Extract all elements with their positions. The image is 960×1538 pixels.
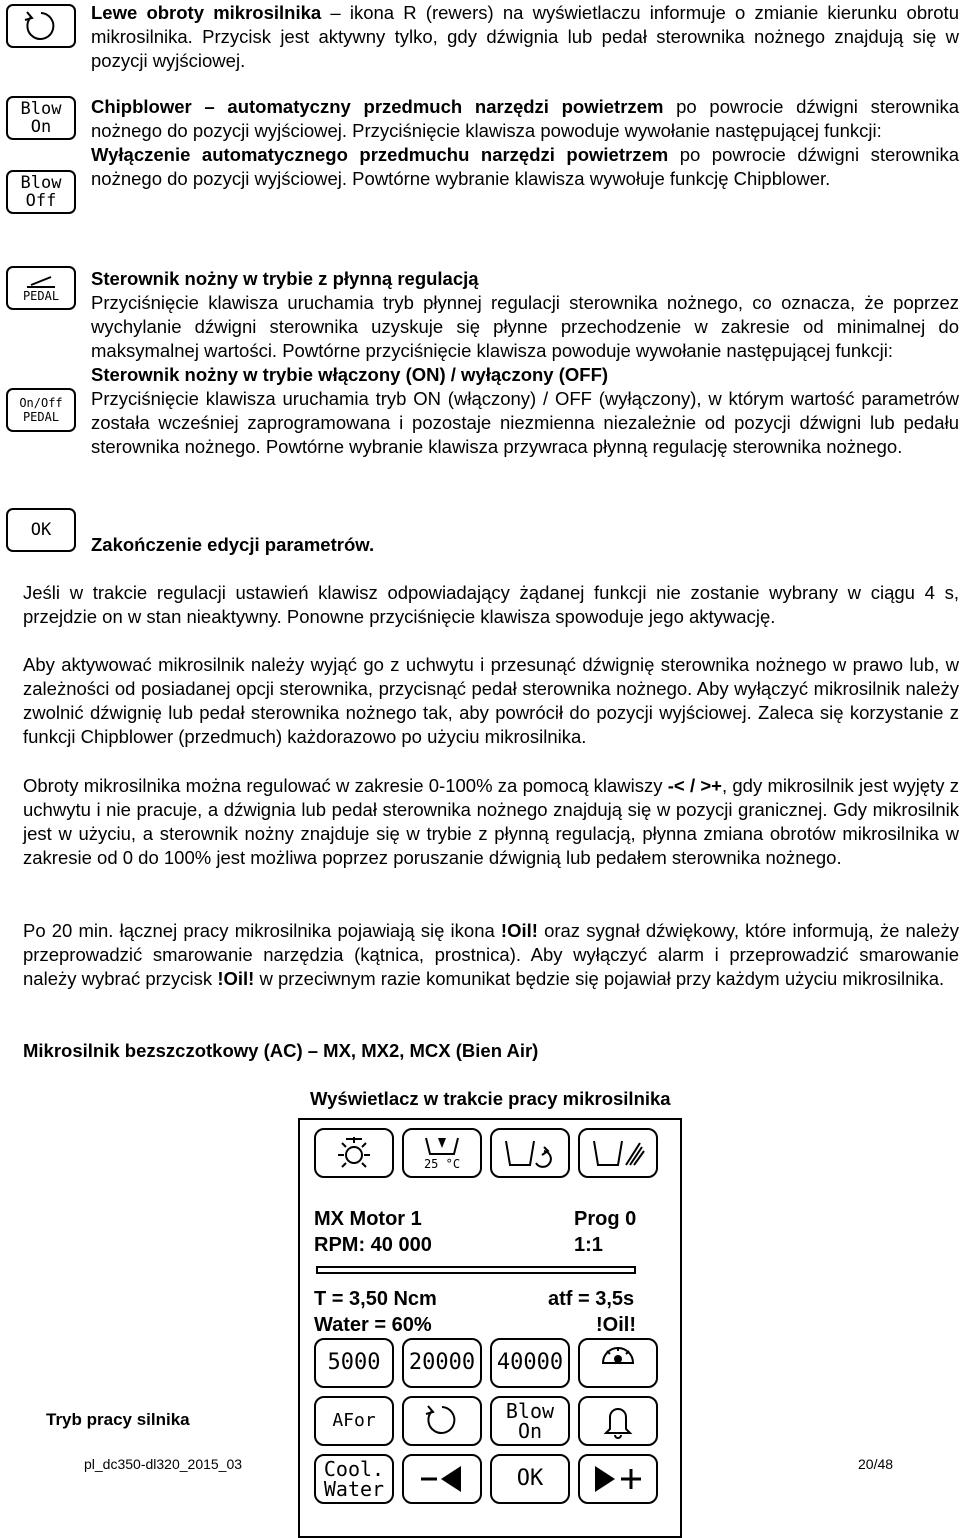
preset-20000-label: 20000 <box>408 1350 476 1375</box>
temperature-button[interactable] <box>402 1128 482 1178</box>
cup-fill-icon <box>500 1135 560 1171</box>
ok-title: Zakończenie edycji parametrów. <box>91 534 375 555</box>
bell-button[interactable] <box>578 1396 658 1446</box>
blow-on-icon <box>6 96 76 140</box>
afor-button[interactable] <box>314 1396 394 1446</box>
dental-lamp-icon <box>593 1345 643 1381</box>
rotate-arrow-icon <box>21 9 61 43</box>
temperature-value: 25 °C <box>423 1157 461 1171</box>
blow-on-btn-line2: On <box>517 1419 543 1443</box>
lamp-dim-button[interactable] <box>578 1338 658 1388</box>
bowl-rinse-icon <box>588 1135 648 1171</box>
reverse-rotation-icon <box>6 4 76 48</box>
blow-on-button[interactable] <box>490 1396 570 1446</box>
right-arrow-plus-icon <box>591 1464 645 1494</box>
body-p4d: !Oil! <box>217 968 255 989</box>
display-panel <box>298 1118 682 1538</box>
chipblower-off-text: po powrocie dźwigni sterownika nożnego do pozycji wyjściowej. Powtórne wybranie klawisza wywołuje funkcję Chipblower. <box>91 144 959 189</box>
onoff-pedal-icon <box>6 388 76 432</box>
cool-water-button[interactable] <box>314 1454 394 1504</box>
lamp-button[interactable] <box>314 1128 394 1178</box>
program-number: Prog 0 <box>574 1208 637 1230</box>
onoff-line2: PEDAL <box>22 410 60 424</box>
torque-value: T = 3,50 Ncm <box>314 1288 437 1310</box>
preset-40000-button[interactable] <box>490 1338 570 1388</box>
lamp-icon <box>330 1133 378 1173</box>
preset-20000-button[interactable] <box>402 1338 482 1388</box>
increase-button[interactable] <box>578 1454 658 1504</box>
body-paragraph-3 <box>23 774 959 870</box>
cool-water-line2: Water <box>323 1477 385 1501</box>
preset-5000-button[interactable] <box>314 1338 394 1388</box>
blow-on-line1: Blow <box>20 99 62 119</box>
body-p4a: Po 20 min. łącznej pracy mikrosilnika pojawiają się ikona <box>23 920 501 941</box>
chipblower-description <box>91 95 959 191</box>
display-heading: Wyświetlacz w trakcie pracy mikrosilnika <box>310 1088 671 1109</box>
section-heading: Mikrosilnik bezszczotkowy (AC) – MX, MX2, MCX (Bien Air) <box>23 1040 539 1061</box>
pedal-onoff-text: Przyciśnięcie klawisza uruchamia tryb ON (włączony) / OFF (wyłączony), w którym wartość parametrów została wcześniej zaprogramowana i pozostaje niezmienna niezależnie od pozycji dźwigni lub pedału sterownika nożnego. Powtórne wybranie klawisza przywraca płynną regulację sterownika nożnego. <box>91 388 959 457</box>
page-number: 20/48 <box>858 1456 894 1472</box>
chipblower-text: po powrocie dźwigni sterownika nożnego do pozycji wyjściowej. Przyciśnięcie klawisza powoduje wywołanie następującej funkcji: <box>91 96 959 141</box>
minus-left-arrow-icon <box>417 1464 467 1494</box>
reverse-title: Lewe obroty mikrosilnika <box>91 2 322 23</box>
afor-label: AFor <box>332 1410 376 1431</box>
ok-icon <box>6 508 76 552</box>
body-p3a: Obroty mikrosilnika można regulować w zakresie 0-100% za pomocą klawiszy <box>23 775 668 796</box>
blow-on-btn-line1: Blow <box>505 1399 555 1423</box>
atf-value: atf = 3,5s <box>548 1288 635 1310</box>
body-paragraph-2 <box>23 653 959 749</box>
body-p2: Aby aktywować mikrosilnik należy wyjąć go z uchwytu i przesunąć dźwignię sterownika nożnego w prawo lub, w zależności od posiadanej opcji sterownika, przycisnąć pedał sterownika nożnego. Aby wyłączyć mikrosilnik należy zwolnić dźwignię lub pedał sterownika nożnego tak, aby powrócił do pozycji wyjściowej. Zaleca się korzystanie z funkcji Chipblower (przedmuch) każdorazowo po użyciu mikrosilnika. <box>23 654 959 747</box>
document-id: pl_dc350-dl320_2015_03 <box>84 1456 243 1472</box>
ok-icon-label: OK <box>30 520 52 540</box>
cup-fill-button[interactable] <box>490 1128 570 1178</box>
body-paragraph-4 <box>23 919 959 991</box>
pedal-title: Sterownik nożny w trybie z płynną regulacją <box>91 268 479 289</box>
body-p4b: !Oil! <box>500 920 538 941</box>
decrease-button[interactable] <box>402 1454 482 1504</box>
blow-on-line2: On <box>30 117 52 137</box>
ok-button-label: OK <box>516 1466 544 1491</box>
body-p4e: w przeciwnym razie komunikat będzie się pojawiał przy każdym użyciu mikrosilnika. <box>254 968 945 989</box>
body-p1: Jeśli w trakcie regulacji ustawień klawisz odpowiadający żądanej funkcji nie zostanie wybrany w ciągu 4 s, przejdzie on w stan nieaktywny. Ponowne przyciśnięcie klawisza spowoduje jego aktywację. <box>23 582 959 627</box>
blow-off-line2: Off <box>25 191 57 211</box>
rotate-arrow-icon <box>422 1403 462 1439</box>
preset-5000-label: 5000 <box>327 1350 381 1375</box>
blow-off-icon <box>6 170 76 214</box>
body-p3c: , gdy mikrosilnik jest wyjęty z uchwytu i nie pracuje, a dźwignia lub pedał sterownika nożnego znajdują się w pozycji granicznej. Gdy mikrosilnik jest w użyciu, a sterownik nożny znajduje się w trybie z płynną regulacją, płynna zmiana obrotów mikrosilnika w zakresie od 0 do 100% jest możliwa poprzez poruszanie dźwignią lub pedałem sterownika nożnego. <box>23 775 959 868</box>
blow-off-line1: Blow <box>20 173 62 193</box>
ok-description <box>91 533 959 557</box>
water-value: Water = 60% <box>314 1314 432 1336</box>
speed-progress-bar <box>316 1266 636 1274</box>
reverse-text: – ikona R (rewers) na wyświetlaczu informuje o zmianie kierunku obrotu mikrosilnika. Przycisk jest aktywny tylko, gdy dźwignia lub pedał sterownika nożnego znajdują się w pozycji wyjściowej. <box>91 2 959 71</box>
preset-40000-label: 40000 <box>496 1350 564 1375</box>
pedal-lever-icon <box>21 273 61 289</box>
reverse-button[interactable] <box>402 1396 482 1446</box>
pedal-text: Przyciśnięcie klawisza uruchamia tryb płynnej regulacji sterownika nożnego, co oznacza, że poprzez wychylanie dźwigni sterownika uzyskuje się płynne przechodzenie w zakresie od minimalnej do maksymalnej wartości. Powtórne przyciśnięcie klawisza powoduje wywołanie następującej funkcji: <box>91 292 959 361</box>
onoff-line1: On/Off <box>19 396 63 410</box>
chipblower-title: Chipblower – automatyczny przedmuch narzędzi powietrzem <box>91 96 664 117</box>
cool-water-line1: Cool. <box>323 1457 385 1481</box>
rpm-value: RPM: 40 000 <box>314 1234 432 1256</box>
pedal-icon <box>6 266 76 310</box>
chipblower-off-title: Wyłączenie automatycznego przedmuchu narzędzi powietrzem <box>91 144 669 165</box>
gear-ratio: 1:1 <box>574 1234 603 1256</box>
body-p3b: -< / >+ <box>667 775 722 796</box>
side-label: Tryb pracy silnika <box>46 1410 190 1429</box>
body-p4c: oraz sygnał dźwiękowy, które informują, że należy przeprowadzić smarowanie narzędzia (kątnica, prostnica). Aby wyłączyć alarm i przeprowadzić smarowanie należy wybrać przycisk <box>23 920 959 989</box>
pedal-icon-label: PEDAL <box>22 289 60 303</box>
oil-warning: !Oil! <box>596 1314 636 1336</box>
pedal-description <box>91 267 959 459</box>
body-paragraph-1 <box>23 581 959 629</box>
motor-name: MX Motor 1 <box>314 1208 422 1230</box>
water-heater-icon <box>418 1136 466 1158</box>
pedal-onoff-title: Sterownik nożny w trybie włączony (ON) / wyłączony (OFF) <box>91 364 609 385</box>
bowl-rinse-button[interactable] <box>578 1128 658 1178</box>
ok-button[interactable] <box>490 1454 570 1504</box>
bell-icon <box>602 1403 634 1439</box>
reverse-description <box>91 1 959 73</box>
